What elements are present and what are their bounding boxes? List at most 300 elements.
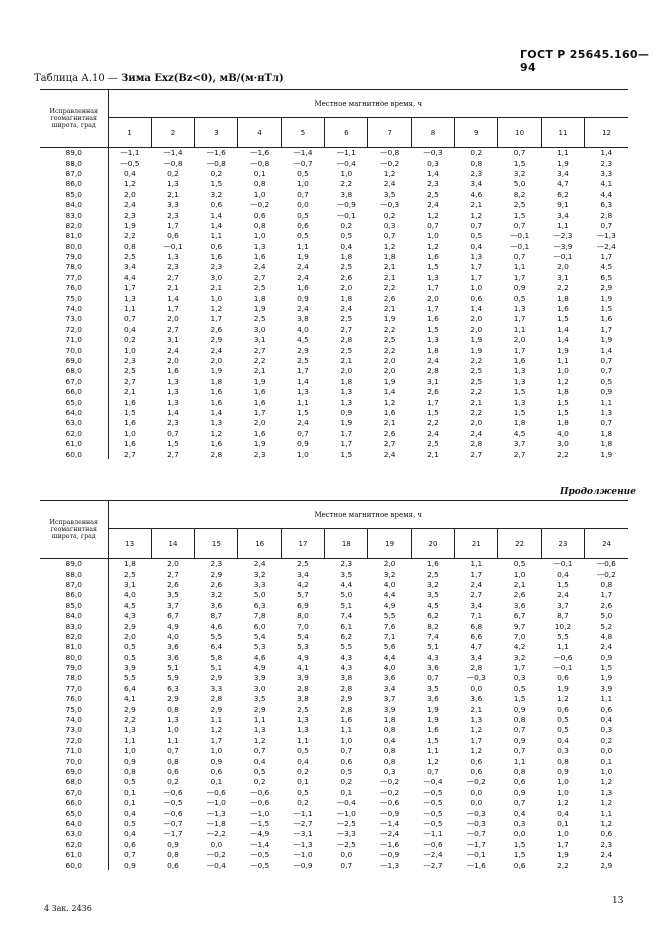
value-cell: 0,2 — [297, 798, 309, 808]
footer-order-number: 4 Зак. 2436 — [44, 904, 92, 913]
latitude-cell: 87,0 — [40, 168, 108, 178]
value-cell: 0,2 — [124, 335, 136, 345]
value-cell: 3,0 — [210, 272, 223, 282]
value-cell: 1,9 — [557, 683, 569, 693]
table-row — [40, 220, 628, 230]
value-cell: 4,1 — [297, 663, 309, 673]
latitude-cell: 67,0 — [40, 787, 108, 797]
value-cell: 2,6 — [513, 590, 526, 600]
value-cell: 6,7 — [513, 611, 526, 621]
value-cell: —1,1 — [423, 829, 443, 839]
value-cell: 0,8 — [167, 850, 179, 860]
value-cell: 6,1 — [340, 621, 353, 631]
value-cell: 1,1 — [600, 808, 613, 818]
value-cell: —2,7 — [423, 860, 443, 870]
value-cell: 0,1 — [600, 756, 613, 766]
value-cell: —1,0 — [250, 808, 270, 818]
value-cell: 6,5 — [600, 272, 613, 282]
value-cell: 2,4 — [167, 345, 179, 355]
value-cell: 7,4 — [427, 631, 439, 641]
value-cell: 1,7 — [600, 590, 613, 600]
value-cell: 2,2 — [470, 356, 483, 365]
value-cell: 1,0 — [210, 293, 223, 303]
latitude-cell: 85,0 — [40, 600, 108, 610]
value-cell: 3,1 — [557, 272, 569, 282]
value-cell: 2,9 — [600, 283, 613, 293]
value-cell: 4,3 — [427, 652, 439, 662]
value-cell: 0,7 — [427, 767, 439, 776]
value-cell: 1,6 — [253, 387, 266, 397]
value-cell: —0,2 — [380, 158, 400, 168]
value-cell: 1,5 — [513, 158, 526, 168]
value-cell: 3,4 — [470, 652, 483, 662]
value-cell: 2,9 — [167, 694, 179, 704]
value-cell: 1,3 — [297, 387, 309, 397]
value-cell: —0,5 — [423, 808, 443, 818]
value-cell: 0,5 — [297, 787, 309, 797]
value-cell: —0,6 — [206, 787, 226, 797]
value-cell: 2,1 — [470, 397, 483, 407]
value-cell: 0,4 — [600, 715, 613, 725]
value-cell: 1,6 — [124, 397, 136, 407]
value-cell: 1,6 — [210, 252, 223, 262]
value-cell: 7,8 — [253, 611, 266, 621]
value-cell: —0,2 — [380, 777, 400, 787]
value-cell: 1,4 — [383, 387, 396, 397]
value-cell: 1,6 — [210, 439, 223, 449]
value-cell: 1,8 — [253, 293, 266, 303]
value-cell: 0,8 — [167, 704, 179, 714]
value-cell: 0,5 — [124, 818, 136, 828]
value-cell: 2,1 — [383, 418, 396, 428]
value-cell: —3,9 — [553, 241, 573, 251]
value-cell: —0,1 — [553, 559, 573, 569]
hour-header: 18 — [325, 529, 368, 559]
value-cell: 1,1 — [253, 715, 266, 725]
table-row — [40, 662, 628, 672]
table-row — [40, 579, 628, 589]
value-cell: 0,1 — [124, 798, 136, 808]
value-cell: 2,9 — [340, 694, 353, 704]
latitude-cell: 74,0 — [40, 714, 108, 724]
value-cell: 1,9 — [253, 376, 266, 386]
value-cell: 1,6 — [557, 304, 569, 314]
value-cell: 2,7 — [167, 272, 179, 282]
value-cell: 2,8 — [600, 210, 613, 220]
value-cell: 2,4 — [383, 179, 396, 189]
value-cell: 1,6 — [210, 387, 223, 397]
value-cell: 1,5 — [513, 694, 526, 704]
value-cell: 0,0 — [470, 798, 483, 808]
value-cell: 3,7 — [167, 600, 179, 610]
value-cell: 0,2 — [167, 168, 179, 178]
value-cell: 0,5 — [557, 715, 569, 725]
value-cell: —2,2 — [206, 829, 226, 839]
latitude-cell: 88,0 — [40, 158, 108, 168]
value-cell: 4,0 — [383, 663, 396, 673]
latitude-cell: 65,0 — [40, 808, 108, 818]
value-cell: 5,5 — [340, 642, 353, 652]
latitude-cell: 75,0 — [40, 293, 108, 303]
value-cell: 2,0 — [557, 262, 569, 272]
value-cell: —0,4 — [423, 777, 443, 787]
value-cell: 1,7 — [297, 366, 309, 376]
value-cell: 2,5 — [470, 376, 483, 386]
value-cell: —0,1 — [466, 850, 486, 860]
value-cell: 1,2 — [427, 756, 439, 766]
value-cell: 2,4 — [297, 304, 309, 314]
value-cell: 3,4 — [124, 262, 136, 272]
value-cell: —0,6 — [553, 652, 573, 662]
value-cell: 1,0 — [253, 189, 266, 199]
table-row — [40, 231, 628, 241]
table-row — [40, 746, 628, 756]
value-cell: 0,0 — [513, 829, 526, 839]
value-cell: 1,2 — [383, 397, 396, 407]
value-cell: 1,5 — [513, 839, 526, 849]
value-cell: 1,3 — [167, 179, 179, 189]
caption-formula: Exz(Bz<0), мВ/(м·нТл) — [150, 73, 284, 84]
value-cell: 2,2 — [557, 283, 569, 293]
value-cell: 0,2 — [253, 777, 266, 787]
value-cell: 0,9 — [513, 787, 526, 797]
table-row — [40, 210, 628, 220]
hour-header: 11 — [541, 118, 584, 148]
value-cell: 0,6 — [513, 777, 526, 787]
value-cell: 0,7 — [167, 428, 179, 438]
value-cell: 1,8 — [210, 376, 223, 386]
table-row — [40, 418, 628, 428]
value-cell: 2,0 — [383, 356, 396, 365]
value-cell: 2,2 — [427, 418, 439, 428]
value-cell: —1,3 — [596, 231, 616, 241]
value-cell: 6,2 — [427, 611, 439, 621]
latitude-cell: 68,0 — [40, 777, 108, 787]
value-cell: 1,6 — [124, 439, 136, 449]
value-cell: 1,6 — [253, 252, 266, 262]
value-cell: 1,2 — [470, 210, 483, 220]
value-cell: 2,3 — [600, 839, 613, 849]
hour-header: 17 — [281, 529, 324, 559]
value-cell: 2,9 — [124, 704, 136, 714]
value-cell: 5,9 — [167, 673, 179, 683]
value-cell: 0,6 — [470, 756, 483, 766]
latitude-cell: 80,0 — [40, 652, 108, 662]
value-cell: 1,0 — [557, 829, 569, 839]
value-cell: 0,5 — [513, 293, 526, 303]
value-cell: 3,1 — [253, 335, 266, 345]
value-cell: 1,5 — [513, 210, 526, 220]
value-cell: 4,3 — [340, 652, 353, 662]
value-cell: 3,6 — [513, 600, 526, 610]
value-cell: 0,7 — [340, 746, 353, 756]
value-cell: —1,6 — [250, 148, 270, 158]
value-cell: 2,6 — [210, 324, 223, 334]
value-cell: 3,9 — [124, 663, 136, 673]
latitude-cell: 66,0 — [40, 386, 108, 396]
value-cell: 1,0 — [167, 725, 179, 735]
table-row — [40, 704, 628, 714]
hour-header: 21 — [455, 529, 498, 559]
value-cell: 0,5 — [557, 725, 569, 735]
value-cell: 4,4 — [383, 590, 396, 600]
value-cell: 1,0 — [427, 231, 439, 241]
value-cell: 2,5 — [340, 345, 353, 355]
hour-header: 10 — [498, 118, 541, 148]
latitude-cell: 81,0 — [40, 642, 108, 652]
value-cell: —1,3 — [206, 808, 226, 818]
value-cell: 2,5 — [124, 366, 136, 376]
value-cell: 1,7 — [600, 252, 613, 262]
latitude-cell: 70,0 — [40, 345, 108, 355]
value-cell: 1,4 — [210, 210, 223, 220]
table-row — [40, 797, 628, 807]
value-cell: 3,3 — [600, 168, 613, 178]
value-cell: 1,9 — [600, 673, 613, 683]
value-cell: 2,0 — [167, 356, 179, 365]
value-cell: 1,7 — [470, 569, 483, 579]
latitude-cell: 82,0 — [40, 220, 108, 230]
table-row — [40, 725, 628, 735]
value-cell: 2,0 — [470, 314, 483, 324]
value-cell: 1,1 — [513, 262, 526, 272]
latitude-cell: 77,0 — [40, 272, 108, 282]
value-cell: —0,7 — [163, 818, 183, 828]
value-cell: —2,4 — [423, 850, 443, 860]
value-cell: 2,0 — [167, 314, 179, 324]
value-cell: 2,3 — [124, 210, 136, 220]
value-cell: —0,6 — [163, 787, 183, 797]
table-row — [40, 808, 628, 818]
value-cell: —1,4 — [163, 148, 183, 158]
value-cell: 0,6 — [167, 231, 179, 241]
value-cell: 2,7 — [383, 439, 396, 449]
value-cell: 3,9 — [383, 704, 396, 714]
value-cell: 1,8 — [124, 559, 136, 569]
value-cell: 1,3 — [297, 725, 309, 735]
value-cell: 1,1 — [513, 756, 526, 766]
latitude-cell: 61,0 — [40, 849, 108, 859]
value-cell: 0,9 — [557, 767, 569, 776]
value-cell: 0,3 — [513, 673, 526, 683]
value-cell: —0,8 — [380, 148, 400, 158]
value-cell: 1,3 — [124, 293, 136, 303]
value-cell: 0,6 — [557, 704, 569, 714]
table-row — [40, 158, 628, 168]
value-cell: 2,4 — [253, 262, 266, 272]
value-cell: —3,1 — [293, 829, 313, 839]
value-cell: 4,8 — [600, 631, 613, 641]
value-cell: —0,2 — [466, 777, 486, 787]
value-cell: 3,1 — [427, 376, 439, 386]
value-cell: 1,0 — [470, 283, 483, 293]
value-cell: 2,7 — [124, 376, 136, 386]
value-cell: 5,3 — [253, 642, 266, 652]
value-cell: 1,8 — [557, 387, 569, 397]
value-cell: —0,6 — [250, 798, 270, 808]
value-cell: —0,4 — [336, 158, 356, 168]
value-cell: 1,8 — [340, 376, 353, 386]
latitude-cell: 83,0 — [40, 210, 108, 220]
value-cell: 4,4 — [600, 189, 613, 199]
value-cell: —2,3 — [553, 231, 573, 241]
value-cell: 3,8 — [340, 673, 353, 683]
value-cell: 0,0 — [210, 839, 223, 849]
value-cell: 1,3 — [167, 715, 179, 725]
value-cell: —1,3 — [380, 860, 400, 870]
value-cell: 1,3 — [340, 397, 353, 407]
table-row — [40, 303, 628, 313]
value-cell: 1,6 — [600, 314, 613, 324]
value-cell: 2,4 — [340, 304, 353, 314]
value-cell: 2,8 — [470, 663, 483, 673]
value-cell: 2,1 — [513, 579, 526, 589]
value-cell: 2,5 — [253, 283, 266, 293]
table-row — [40, 283, 628, 293]
value-cell: 2,3 — [470, 168, 483, 178]
value-cell: 1,9 — [557, 850, 569, 860]
value-cell: 5,1 — [427, 642, 439, 652]
value-cell: —3,3 — [336, 829, 356, 839]
value-cell: 0,2 — [470, 148, 483, 158]
value-cell: 3,4 — [557, 210, 569, 220]
value-cell: 2,5 — [427, 569, 439, 579]
value-cell: 2,1 — [427, 449, 439, 459]
value-cell: 0,8 — [470, 158, 483, 168]
value-cell: 2,4 — [470, 428, 483, 438]
value-cell: —1,1 — [336, 148, 356, 158]
value-cell: 0,5 — [124, 777, 136, 787]
latitude-cell: 77,0 — [40, 683, 108, 693]
value-cell: 2,5 — [124, 569, 136, 579]
hour-header: 8 — [411, 118, 454, 148]
value-cell: 1,4 — [470, 304, 483, 314]
table-row — [40, 683, 628, 693]
value-cell: 2,8 — [427, 366, 439, 376]
table-row — [40, 818, 628, 828]
value-cell: 3,5 — [427, 590, 439, 600]
value-cell: 1,6 — [427, 252, 439, 262]
value-cell: 1,2 — [470, 725, 483, 735]
value-cell: 2,6 — [210, 579, 223, 589]
value-cell: 7,1 — [383, 631, 396, 641]
value-cell: 6,4 — [210, 642, 223, 652]
latitude-cell: 69,0 — [40, 355, 108, 365]
value-cell: 1,4 — [297, 376, 309, 386]
value-cell: 6,2 — [557, 189, 569, 199]
value-cell: 1,9 — [253, 304, 266, 314]
value-cell: 2,8 — [297, 683, 309, 693]
value-cell: 6,8 — [470, 621, 483, 631]
value-cell: 0,7 — [253, 746, 266, 756]
value-cell: 0,4 — [557, 808, 569, 818]
value-cell: 1,8 — [600, 439, 613, 449]
value-cell: 3,3 — [210, 683, 223, 693]
value-cell: 4,6 — [210, 621, 223, 631]
table-row — [40, 694, 628, 704]
mlt-header: Местное магнитное время, ч — [108, 501, 628, 529]
value-cell: 1,3 — [470, 252, 483, 262]
value-cell: —0,3 — [466, 808, 486, 818]
value-cell: 0,5 — [124, 652, 136, 662]
value-cell: 2,3 — [167, 210, 179, 220]
value-cell: 3,0 — [557, 439, 569, 449]
value-cell: —1,8 — [206, 818, 226, 828]
value-cell: 1,0 — [557, 787, 569, 797]
value-cell: 1,9 — [600, 449, 613, 459]
hour-header: 12 — [585, 118, 628, 148]
value-cell: 4,0 — [557, 428, 569, 438]
value-cell: 2,6 — [383, 428, 396, 438]
table-row — [40, 335, 628, 345]
value-cell: 0,4 — [124, 808, 136, 818]
value-cell: 1,8 — [513, 418, 526, 428]
value-cell: 0,4 — [124, 829, 136, 839]
value-cell: 1,5 — [513, 850, 526, 860]
value-cell: 0,3 — [383, 767, 396, 776]
value-cell: 1,0 — [340, 735, 353, 745]
value-cell: 1,9 — [470, 335, 483, 345]
value-cell: 3,9 — [253, 673, 266, 683]
value-cell: —0,2 — [380, 787, 400, 797]
value-cell: 6,3 — [600, 200, 613, 210]
latitude-cell: 89,0 — [40, 148, 108, 158]
table-row — [40, 735, 628, 745]
value-cell: 1,4 — [557, 335, 569, 345]
value-cell: 0,8 — [600, 579, 613, 589]
value-cell: 0,5 — [253, 767, 266, 776]
value-cell: 1,1 — [557, 642, 569, 652]
value-cell: 2,2 — [383, 324, 396, 334]
value-cell: —1,1 — [293, 808, 313, 818]
value-cell: 1,9 — [470, 345, 483, 355]
value-cell: 2,1 — [124, 387, 136, 397]
value-cell: 0,7 — [297, 428, 309, 438]
value-cell: 5,6 — [383, 642, 396, 652]
value-cell: —0,5 — [120, 158, 140, 168]
value-cell: 1,3 — [297, 715, 309, 725]
value-cell: 4,0 — [124, 590, 136, 600]
value-cell: 0,4 — [513, 808, 526, 818]
value-cell: 7,6 — [383, 621, 396, 631]
value-cell: 0,6 — [513, 860, 526, 870]
value-cell: 1,7 — [470, 262, 483, 272]
value-cell: 4,2 — [513, 642, 526, 652]
value-cell: 0,0 — [600, 746, 613, 756]
value-cell: 5,5 — [124, 673, 136, 683]
value-cell: 0,3 — [557, 746, 569, 756]
hour-header: 13 — [108, 529, 151, 559]
value-cell: 0,8 — [124, 767, 136, 776]
table-row — [40, 314, 628, 324]
table-row — [40, 376, 628, 386]
value-cell: 0,9 — [513, 735, 526, 745]
hour-header: 24 — [585, 529, 628, 559]
value-cell: 1,7 — [340, 439, 353, 449]
value-cell: 1,9 — [383, 376, 396, 386]
value-cell: 0,7 — [513, 725, 526, 735]
value-cell: 2,3 — [210, 559, 223, 569]
value-cell: 2,9 — [210, 673, 223, 683]
value-cell: 0,7 — [600, 220, 613, 230]
hour-header: 14 — [151, 529, 194, 559]
value-cell: 2,2 — [124, 231, 136, 241]
value-cell: —1,7 — [466, 839, 486, 849]
value-cell: 1,6 — [427, 559, 439, 569]
value-cell: 4,9 — [383, 600, 396, 610]
value-cell: 7,1 — [470, 611, 483, 621]
table-row — [40, 189, 628, 199]
